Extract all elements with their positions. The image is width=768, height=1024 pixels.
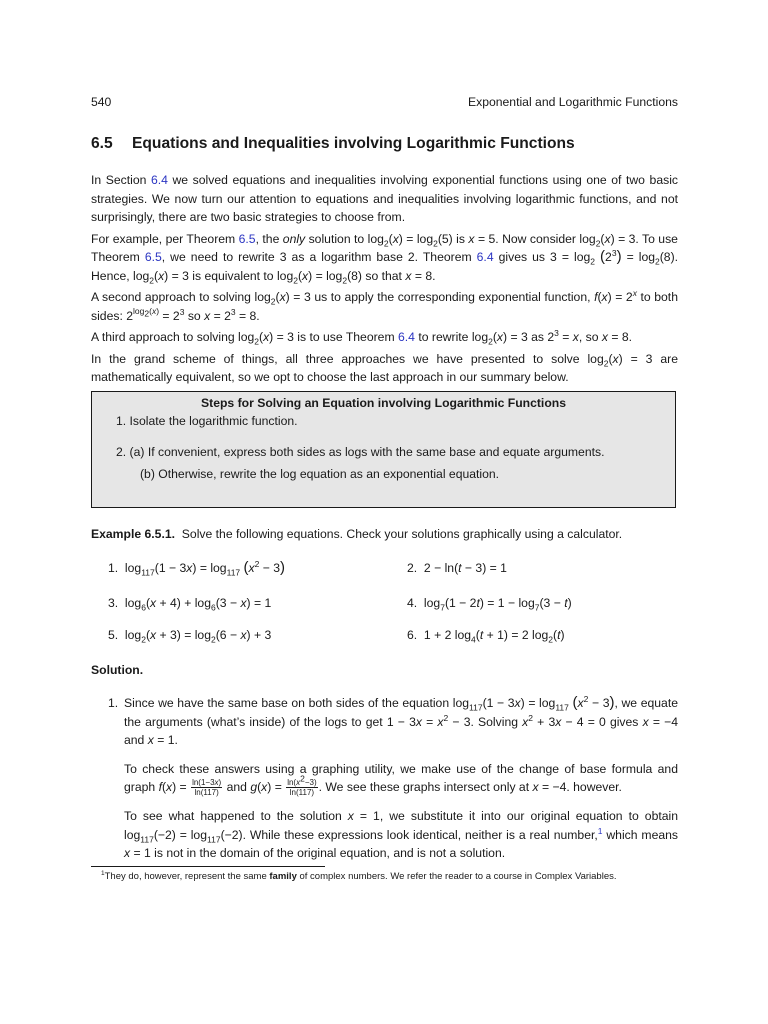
step-2b: (b) Otherwise, rewrite the log equation as an exponential equation. <box>140 466 500 481</box>
solution-label: Solution. <box>91 663 144 677</box>
example-heading <box>91 525 678 544</box>
solution-1 <box>108 694 678 873</box>
theorem-link[interactable]: 6.4 <box>476 250 494 264</box>
solution-1-para-1: Since we have the same base on both sides of the equation $\log_{117}(1 - 3x) = \log_{117} (x^2 - 3)$, we equate the arguments (what’s inside) of the logs to get $1 - 3x = x^2 - 3$. Solving $x^2 + 3x - 4 = 0$ gives x = −4 and x = 1. <box>124 693 678 747</box>
equation-4: 4. $\log_7(1 - 2t) = 1 - \log_7(3 - t)$ <box>407 596 572 613</box>
footnote-mark: 1 <box>101 869 105 877</box>
steps-box <box>91 391 676 508</box>
equation-3: 3. $\log_6(x + 4) + \log_6(3 - x) = 1$ <box>108 596 272 613</box>
section-link[interactable]: 6.4 <box>150 173 168 187</box>
body-text <box>91 171 678 508</box>
example-text: Solve the following equations. Check your solutions graphically using a calculator. <box>181 527 623 541</box>
step-2a: 2. (a) If convenient, express both sides as logs with the same base and equate arguments. <box>116 444 605 459</box>
section-title <box>91 133 575 155</box>
running-header <box>91 93 678 111</box>
paragraph-intro: In Section 6.4 we solved equations and inequalities involving exponential functions using one of two basic strategies. We now turn our attention to equations and inequalities involving logarithmic functions, and not surprisingly, there are two basic strategies to choose from. <box>91 173 678 224</box>
equation-6: 6. 1 + 2 $\log_4(t + 1) = 2$ $\log_2(t)$ <box>407 628 565 645</box>
footnote-rule <box>91 866 325 867</box>
section-title-text: Equations and Inequalities involving Logarithmic Functions <box>132 135 575 152</box>
footnote: $^1$They do, however, represent the same family of complex numbers. We refer the reader to a course in Complex Variables. <box>101 869 617 882</box>
solution-number: 1. <box>108 696 119 710</box>
equation-1: 1. $\log_{117}(1 - 3x) = \log_{117} (x^2 - 3)$ <box>108 558 286 578</box>
page-number: 540 <box>91 95 112 109</box>
paragraph-example: For example, per Theorem 6.5, the only solution to $\log_2(x) = \log_2(5)$ is x = 5. Now consider $\log_2(x) = 3$. To use Theorem 6.5, we need to rewrite 3 as a logarithm base 2. Theorem 6.4 gives us $3 = \log_2 (2^3) = \log_2(8)$. Hence, $\log_2(x) = 3$ is equivalent to $\log_2(x) = \log_2(8)$ so that x = 8. <box>91 231 679 285</box>
section-number: 6.5 <box>91 135 113 152</box>
theorem-link[interactable]: 6.5 <box>144 250 162 264</box>
solution-1-para-3: To see what happened to the solution x = 1, we substitute it into our original equation to obtain $\log_{117}(-2) = \log_{117}(-2)$. While these expressions look identical, neither is a real number,$^1$ which means x = 1 is not in the domain of the original equation, and is not a solution. <box>124 809 679 861</box>
step-1: 1. Isolate the logarithmic function. <box>116 413 298 428</box>
paragraph-second-approach: A second approach to solving $\log_2(x) = 3$ us to apply the corresponding exponential function, $f(x) = 2^x$ to both sides: $2^{log_2(x)} = 2^3$ so $x = 2^3 = 8$. <box>91 287 678 323</box>
theorem-link[interactable]: 6.4 <box>398 330 415 344</box>
solution-1-para-2: To check these answers using a graphing utility, we make use of the change of base formula and graph f(x) = $\frac{\ln(1-3x)}{\ln(117)}$ and g(x) = $\frac{\ln(x^2-3)}{\ln(117)}$ . We see these graphs intersect only at x = −4. however. <box>124 761 678 798</box>
paragraph-third-approach: A third approach to solving $\log_2(x) = 3$ is to use Theorem 6.4 to rewrite $\log_2(x) = 3$ as $2^3 = x$, so x = 8. <box>91 327 633 347</box>
paragraph-summary: In the grand scheme of things, all three approaches we have presented to solve $\log_2(x) = 3$ are mathematically equivalent, so we opt to choose the last approach in our summary below. <box>91 351 678 384</box>
theorem-link[interactable]: 6.5 <box>238 231 256 246</box>
example-label: Example 6.5.1. <box>91 527 176 541</box>
running-title: Exponential and Logarithmic Functions <box>467 95 678 109</box>
steps-box-title: Steps for Solving an Equation involving Logarithmic Functions <box>201 395 566 410</box>
equation-2: 2. 2 − ln(t − 3) = 1 <box>407 561 507 575</box>
footnote-marker[interactable]: 1 <box>597 825 603 836</box>
equation-5: 5. $\log_2(x + 3) = \log_2(6 - x) + 3$ <box>108 628 272 645</box>
